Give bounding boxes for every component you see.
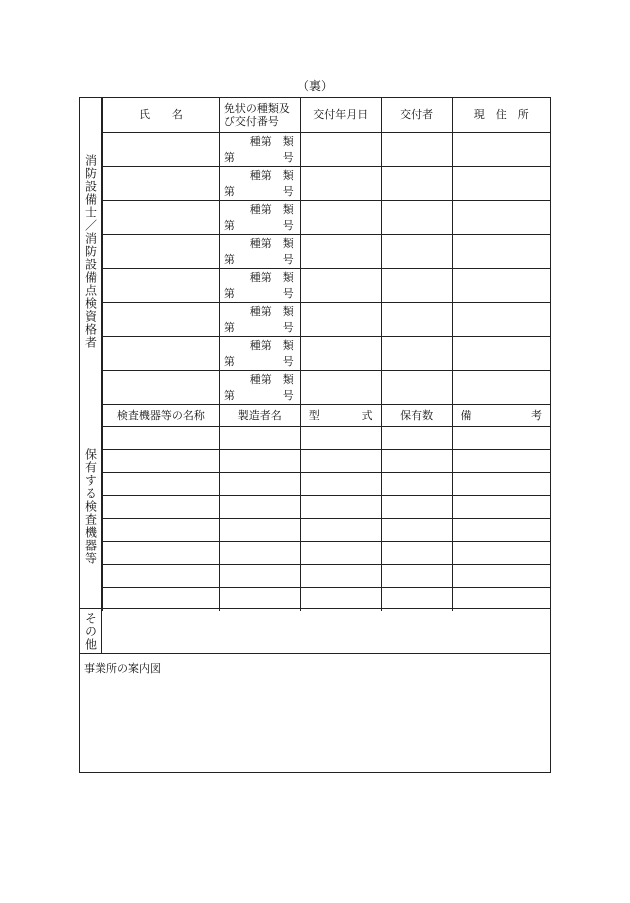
license-kind-text: 種第 類 bbox=[249, 304, 294, 318]
inspector-address-cell[interactable] bbox=[452, 370, 550, 404]
inspector-issue-date-cell[interactable] bbox=[300, 302, 381, 336]
inspector-address-cell[interactable] bbox=[452, 132, 550, 166]
license-kind-text: 種第 類 bbox=[249, 372, 294, 386]
quantity-cell[interactable] bbox=[381, 542, 452, 565]
quantity-cell[interactable] bbox=[381, 427, 452, 450]
equipment-row bbox=[103, 473, 551, 496]
inspector-issue-date-cell[interactable] bbox=[300, 234, 381, 268]
license-kind-text: 種第 類 bbox=[249, 236, 294, 250]
other-field[interactable] bbox=[102, 609, 550, 654]
inspector-license-cell[interactable] bbox=[219, 166, 300, 200]
manufacturer-cell[interactable] bbox=[219, 565, 300, 588]
inspector-address-cell[interactable] bbox=[452, 234, 550, 268]
inspector-issue-date-cell[interactable] bbox=[300, 166, 381, 200]
manufacturer-cell[interactable] bbox=[219, 519, 300, 542]
inspector-row bbox=[103, 132, 551, 166]
inspector-issuer-cell[interactable] bbox=[381, 132, 452, 166]
license-number-text: 第 号 bbox=[223, 184, 294, 198]
quantity-cell[interactable] bbox=[381, 519, 452, 542]
quantity-cell[interactable] bbox=[381, 473, 452, 496]
inspectors-section bbox=[80, 98, 550, 404]
equipment-table bbox=[102, 404, 550, 611]
inspector-issue-date-cell[interactable] bbox=[300, 370, 381, 404]
remarks-cell[interactable] bbox=[452, 519, 550, 542]
license-number-text: 第 号 bbox=[223, 389, 294, 402]
inspector-row bbox=[103, 336, 551, 370]
remarks-cell[interactable] bbox=[452, 473, 550, 496]
inspector-license-cell[interactable] bbox=[219, 336, 300, 370]
other-section-label: その他 bbox=[80, 609, 102, 654]
inspector-license-cell[interactable] bbox=[219, 200, 300, 234]
equipment-name-cell[interactable] bbox=[103, 427, 220, 450]
header-license: 免状の種類及び交付番号 bbox=[219, 98, 300, 132]
license-number-text: 第 号 bbox=[223, 286, 294, 300]
quantity-cell[interactable] bbox=[381, 565, 452, 588]
license-number-text: 第 号 bbox=[223, 320, 294, 334]
remarks-cell[interactable] bbox=[452, 542, 550, 565]
header-quantity: 保有数 bbox=[381, 405, 452, 427]
inspectors-table bbox=[102, 98, 550, 404]
other-section bbox=[80, 608, 550, 654]
inspector-license-cell[interactable] bbox=[219, 234, 300, 268]
inspector-license-cell[interactable] bbox=[219, 370, 300, 404]
inspector-issue-date-cell[interactable] bbox=[300, 336, 381, 370]
header-name: 氏 名 bbox=[103, 98, 220, 132]
inspector-issue-date-cell[interactable] bbox=[300, 200, 381, 234]
inspector-issuer-cell[interactable] bbox=[381, 336, 452, 370]
quantity-cell[interactable] bbox=[381, 450, 452, 473]
model-cell[interactable] bbox=[300, 427, 381, 450]
inspector-name-cell[interactable] bbox=[103, 302, 220, 336]
map-section bbox=[80, 653, 550, 773]
license-kind-text: 種第 類 bbox=[249, 202, 294, 216]
model-cell[interactable] bbox=[300, 496, 381, 519]
license-number-text: 第 号 bbox=[223, 218, 294, 232]
inspector-row bbox=[103, 234, 551, 268]
inspector-name-cell[interactable] bbox=[103, 234, 220, 268]
model-cell[interactable] bbox=[300, 542, 381, 565]
equipment-row bbox=[103, 450, 551, 473]
inspector-row bbox=[103, 166, 551, 200]
license-number-text: 第 号 bbox=[223, 252, 294, 266]
equipment-name-cell[interactable] bbox=[103, 496, 220, 519]
equipment-name-cell[interactable] bbox=[103, 519, 220, 542]
equipment-name-cell[interactable] bbox=[103, 542, 220, 565]
inspector-license-cell[interactable] bbox=[219, 268, 300, 302]
inspector-issuer-cell[interactable] bbox=[381, 302, 452, 336]
inspector-address-cell[interactable] bbox=[452, 302, 550, 336]
equipment-name-cell[interactable] bbox=[103, 565, 220, 588]
equipment-row bbox=[103, 542, 551, 565]
remarks-cell[interactable] bbox=[452, 427, 550, 450]
manufacturer-cell[interactable] bbox=[219, 496, 300, 519]
inspector-address-cell[interactable] bbox=[452, 200, 550, 234]
inspector-issuer-cell[interactable] bbox=[381, 268, 452, 302]
equipment-section bbox=[80, 404, 550, 608]
equipment-name-cell[interactable] bbox=[103, 450, 220, 473]
equipment-name-cell[interactable] bbox=[103, 473, 220, 496]
model-cell[interactable] bbox=[300, 565, 381, 588]
registration-form bbox=[79, 97, 551, 773]
remarks-cell[interactable] bbox=[452, 496, 550, 519]
model-cell[interactable] bbox=[300, 519, 381, 542]
inspector-address-cell[interactable] bbox=[452, 336, 550, 370]
header-issuer: 交付者 bbox=[381, 98, 452, 132]
equipment-header-row bbox=[103, 405, 551, 427]
inspector-name-cell[interactable] bbox=[103, 132, 220, 166]
license-kind-text: 種第 類 bbox=[249, 270, 294, 284]
inspectors-section-label: 消防設備士／消防設備点検資格者 bbox=[80, 98, 102, 404]
manufacturer-cell[interactable] bbox=[219, 427, 300, 450]
inspector-issue-date-cell[interactable] bbox=[300, 268, 381, 302]
equipment-row bbox=[103, 519, 551, 542]
inspector-name-cell[interactable] bbox=[103, 268, 220, 302]
model-cell[interactable] bbox=[300, 473, 381, 496]
license-kind-text: 種第 類 bbox=[249, 168, 294, 182]
quantity-cell[interactable] bbox=[381, 496, 452, 519]
inspector-name-cell[interactable] bbox=[103, 200, 220, 234]
model-cell[interactable] bbox=[300, 450, 381, 473]
inspector-license-cell[interactable] bbox=[219, 132, 300, 166]
remarks-cell[interactable] bbox=[452, 450, 550, 473]
inspector-name-cell[interactable] bbox=[103, 166, 220, 200]
header-address: 現 住 所 bbox=[452, 98, 550, 132]
inspector-issuer-cell[interactable] bbox=[381, 234, 452, 268]
license-number-text: 第 号 bbox=[223, 354, 294, 368]
header-manufacturer: 製造者名 bbox=[219, 405, 300, 427]
header-model: 型 式 bbox=[300, 405, 381, 427]
license-number-text: 第 号 bbox=[223, 150, 294, 164]
inspector-row bbox=[103, 268, 551, 302]
inspector-row bbox=[103, 200, 551, 234]
inspector-issuer-cell[interactable] bbox=[381, 200, 452, 234]
equipment-row bbox=[103, 427, 551, 450]
inspector-address-cell[interactable] bbox=[452, 268, 550, 302]
manufacturer-cell[interactable] bbox=[219, 450, 300, 473]
inspectors-header-row bbox=[103, 98, 551, 132]
inspector-name-cell[interactable] bbox=[103, 370, 220, 404]
equipment-row bbox=[103, 496, 551, 519]
inspector-issue-date-cell[interactable] bbox=[300, 132, 381, 166]
inspector-row bbox=[103, 302, 551, 336]
remarks-cell[interactable] bbox=[452, 565, 550, 588]
inspector-license-cell[interactable] bbox=[219, 302, 300, 336]
manufacturer-cell[interactable] bbox=[219, 542, 300, 565]
map-label: 事業所の案内図 bbox=[84, 662, 161, 675]
equipment-section-label: 保有する検査機器等 bbox=[80, 404, 102, 608]
inspector-issuer-cell[interactable] bbox=[381, 370, 452, 404]
page-title: （裏） bbox=[296, 79, 333, 93]
equipment-row bbox=[103, 565, 551, 588]
inspector-row bbox=[103, 370, 551, 404]
inspector-name-cell[interactable] bbox=[103, 336, 220, 370]
license-kind-text: 種第 類 bbox=[249, 134, 294, 148]
inspector-address-cell[interactable] bbox=[452, 166, 550, 200]
license-kind-text: 種第 類 bbox=[249, 338, 294, 352]
inspector-issuer-cell[interactable] bbox=[381, 166, 452, 200]
header-equipment-name: 検査機器等の名称 bbox=[103, 405, 220, 427]
header-remarks: 備 考 bbox=[452, 405, 550, 427]
header-issue-date: 交付年月日 bbox=[300, 98, 381, 132]
manufacturer-cell[interactable] bbox=[219, 473, 300, 496]
